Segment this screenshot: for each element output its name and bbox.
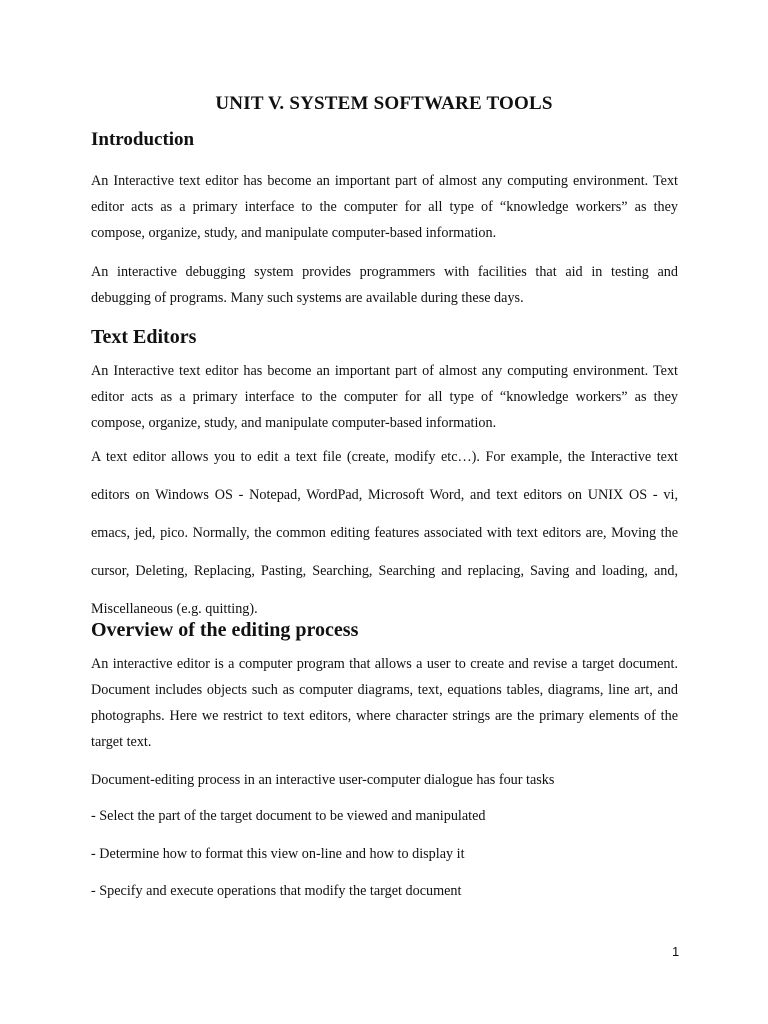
- overview-paragraph-1: An interactive editor is a computer program that allows a user to create and revise a target document. Document includes objects such as computer diagrams, text, equations tables, diagrams, line art, and photographs. Here we restrict to text editors, where character strings are the primary elements of the target text.: [91, 656, 678, 750]
- overview-paragraph-2: Document-editing process in an interactive user-computer dialogue has four tasks: [91, 772, 555, 788]
- document-title: UNIT V. SYSTEM SOFTWARE TOOLS: [215, 93, 553, 114]
- overview-heading: Overview of the editing process: [91, 619, 359, 641]
- introduction-heading: Introduction: [91, 129, 195, 150]
- text-editors-paragraph-2: A text editor allows you to edit a text file (create, modify etc…). For example, the Interactive text editors on Windows OS - Notepad, WordPad, Microsoft Word, and text editors on UNIX OS - vi, emacs, jed, pico. Normally, the common editing features associated with text editors are, Moving the cursor, Deleting, Replacing, Pasting, Searching, Searching and replacing, Saving and loading, and, Miscellaneous (e.g. quitting).: [91, 449, 678, 617]
- task-item: - Determine how to format this view on-line and how to display it: [91, 846, 465, 862]
- introduction-paragraph-2: An interactive debugging system provides programmers with facilities that aid in testing and debugging of programs. Many such systems are available during these days.: [91, 264, 678, 306]
- task-item: - Specify and execute operations that modify the target document: [91, 883, 462, 899]
- text-editors-heading: Text Editors: [91, 326, 197, 348]
- task-item: - Select the part of the target document to be viewed and manipulated: [91, 808, 486, 824]
- text-editors-paragraph-1: An Interactive text editor has become an important part of almost any computing environment. Text editor acts as a primary interface to the computer for all type of “knowledge workers” as they compose, organize, study, and manipulate computer-based information.: [91, 363, 678, 431]
- page-number: 1: [672, 944, 680, 959]
- introduction-paragraph-1: An Interactive text editor has become an important part of almost any computing environment. Text editor acts as a primary interface to the computer for all type of “knowledge workers” as they compose, organize, study, and manipulate computer-based information.: [91, 173, 678, 241]
